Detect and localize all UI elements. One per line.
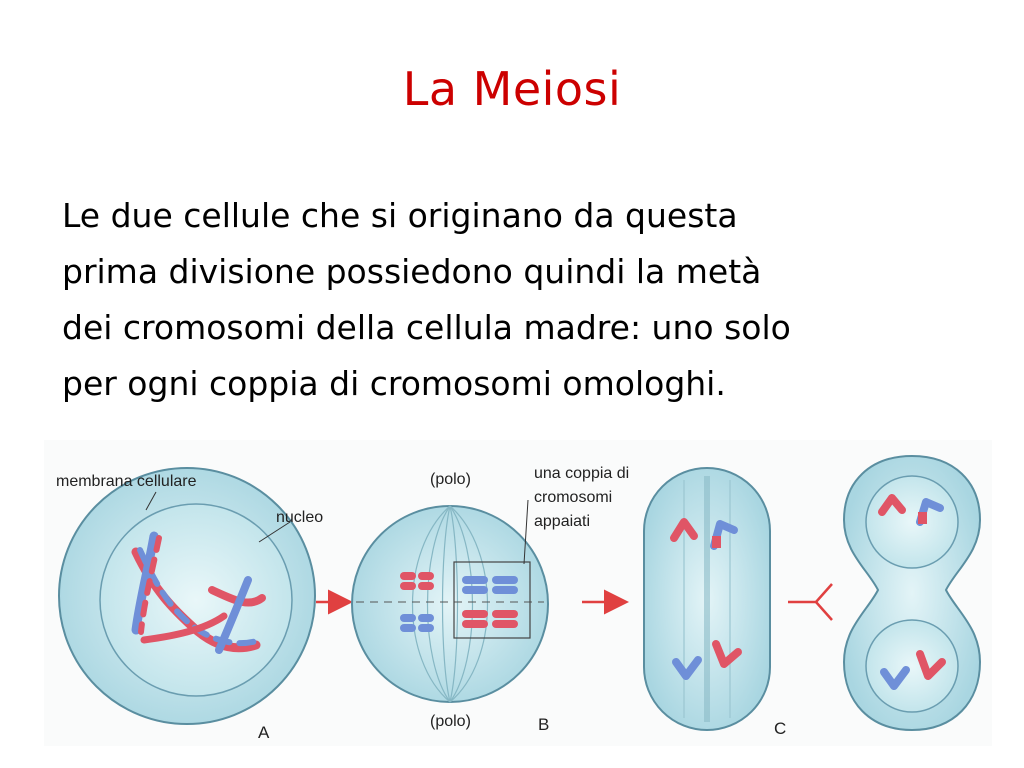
body-line: Le due cellule che si originano da questa <box>62 196 738 235</box>
label-pair-line3: appaiati <box>534 513 591 530</box>
label-pair-line1: una coppia di <box>534 465 630 482</box>
panel-b-cell <box>352 506 548 702</box>
label-panel-b: B <box>538 715 550 734</box>
label-pair-line2: cromosomi <box>534 489 613 506</box>
label-nucleus: nucleo <box>276 509 324 526</box>
label-pole-top: (polo) <box>430 471 471 488</box>
body-line: per ogni coppia di cromosomi omologhi. <box>62 364 726 403</box>
panel-a-cell <box>59 468 315 724</box>
panel-c-cell <box>644 468 770 730</box>
meiosis-figure <box>44 440 992 746</box>
body-line: dei cromosomi della cellula madre: uno solo <box>62 308 791 347</box>
label-panel-c: C <box>774 719 787 738</box>
slide-body-text <box>62 188 972 412</box>
label-pole-bottom: (polo) <box>430 713 471 730</box>
label-membrane: membrana cellulare <box>56 473 197 490</box>
meiosis-diagram <box>44 440 992 746</box>
slide-title: La Meiosi <box>402 62 622 116</box>
body-line: prima divisione possiedono quindi la metà <box>62 252 762 291</box>
label-panel-a: A <box>258 723 270 742</box>
